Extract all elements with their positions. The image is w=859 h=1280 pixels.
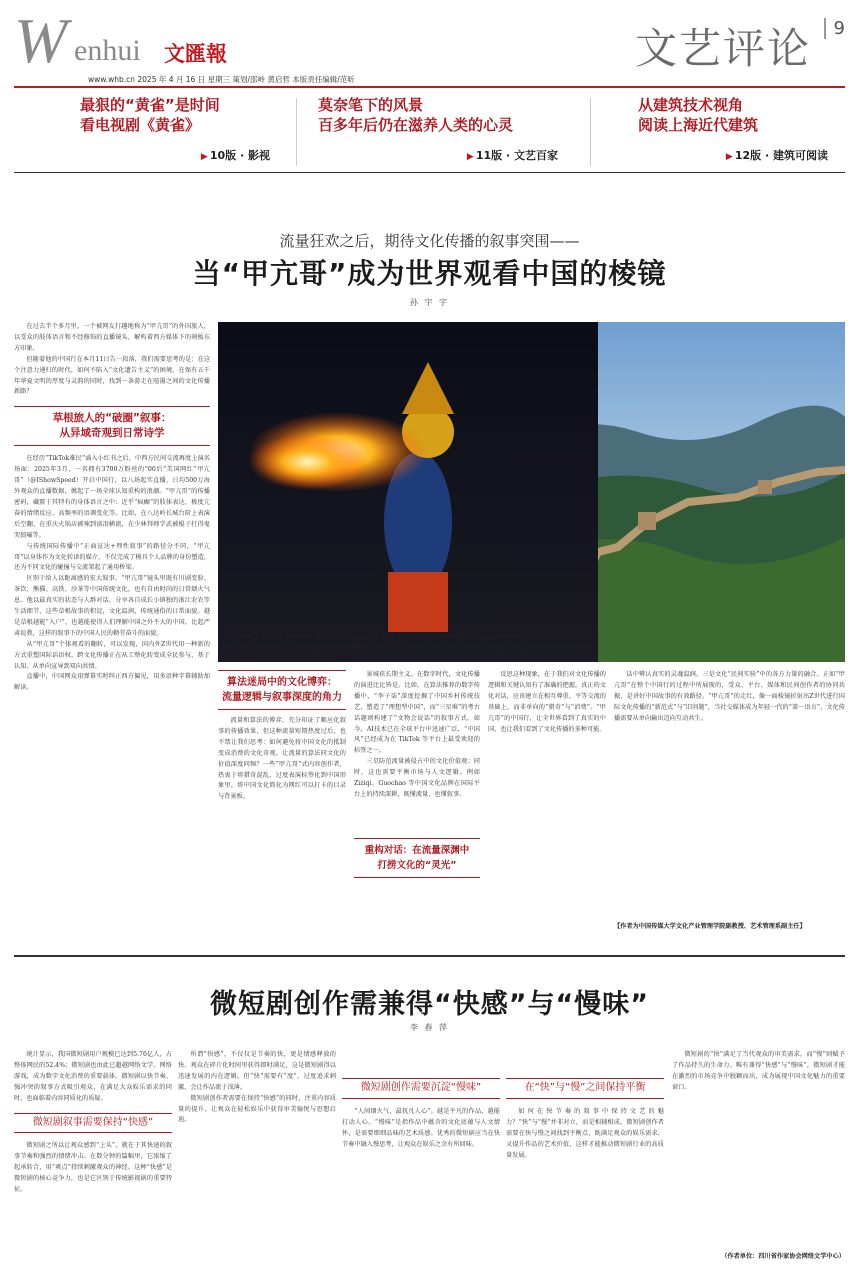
subhead: 草根旅人的“破圈”叙事： 从异域奇观到日常诗学 [14,406,210,446]
teaser-3[interactable] [638,95,828,167]
subhead: 微短剧创作需要沉淀“慢味” [342,1078,500,1099]
subhead: 微短剧叙事需要保持“快感” [14,1113,172,1134]
paragraph: 三星防范流量被侵占中的文化价值观；同时，这也需要平衡市场与人文逻辑。例如 Ziziqi、Guochao 等中国文化品牌在国际平台上的持续深耕，既懂流量，也懂叙事。 [354,758,480,798]
paragraph: 从“甲亢哥”个体观看的翻转，可以发现，国内外Z世代用一种新的方式重塑国际话语权，跨文化传播正在从工整化转变成全民参与、基于认知、从单向宣导到双向共情。 [14,640,210,670]
article2-col5 [672,1050,845,1250]
paragraph: 反思这种现象，在于我们对文化传播的逻辑和关键认知有了准确的把握。真正的文化对话，应该建立在相互尊重、平等交流的基础上，而非单向的“猎奇”与“消费”。“甲亢哥”的中国行，让全世界看到了真实的中国，也让我们看到了文化传播的多种可能。 [488,671,606,733]
logo-letter: W [14,5,68,76]
paragraph: 话中辨认真实的灵魂温润。三是文化“民间实验”中的各方力量的融合。正如“甲亢哥”在整个中国行的过程中所展现的，受众、平台、媒体和民间创作者的协同共振，是讲好中国故事的有效路径。“甲亢哥”的走红，像一面棱镜折射出Z世代进行国际文化传播的“新范式”与“旧问题”，当社交媒体成为年轻一代的“第一语言”，文化传播需要从单向输出迈向互动共生。 [614,671,845,722]
paragraph: 流量和算法的博弈，充分印证了顺应化叙事的传播效果，但这种流量短期热度过后，也不禁让我们思考：如何避免将中国文化的抵制变成消费的文化奇观，让流量的算法同文化的价值深度同频？一些“甲亢哥”式内容创作者，热衷于将猎奇混乱、过度表演标签化到中国形象里，将中国文化简化为网红可以打卡的目录与背景板。 [218,717,346,801]
article1-headline[interactable]: 当“甲亢哥”成为世界观看中国的棱镜 [192,257,667,290]
subhead: 重构对话：在流量深渊中 打捞文化的“灵光” [354,838,480,878]
article2-headline[interactable]: 微短剧创作需兼得“快感”与“慢味” [210,989,649,1020]
dateline: www.whb.cn 2025 年 4 月 16 日 星期三 策划/邵岭 黄启哲 本版责任编辑/范昕 [88,75,355,84]
teaser-1[interactable] [80,95,270,167]
paragraph: 在过去半个多月里，一个被网友打趣地称为“甲亢哥”的外国旅人，以受众的肢体语言和不经修饰的直播镜头，解构着西方媒体下的刻板东方印象。 [14,323,210,352]
teaser-rule [14,172,845,173]
section-title: 文艺评论 [634,24,811,73]
article1-sub3-wrap [354,838,480,878]
paragraph: 微短剧创作者需要在保持“快感”的同时，注重内容质量的提升，让观众在轻松娱乐中获得审美愉悦与思想启迪。 [178,1094,336,1124]
paragraph: 统计显示，我国微短剧用户规模已达到5.76亿人，占整体网民的52.4%；微短剧也由此已超越网络文学、网络游戏，成为数字文化消费的重要载体。微短剧以快节奏、强冲突的叙事方式吸引观众，在满足大众娱乐需求的同时，也面临着内容同质化的质疑。 [14,1051,172,1102]
paragraph: 与传统国际传播中“正面宣达+理性叙事”的路径分不同，“甲亢哥”以身体作为文化转译的媒介，不仅完成了模具个人品牌的身份塑造，还为不同文化的碰撞与交流架起了通用桥梁。 [14,542,210,572]
paragraph: 微短剧之所以让观众感到“上头”，就在于其快速的叙事节奏和强烈的情绪冲击。在数分钟的篇幅里，它浓缩了起承转合，用“爽点”持续刺激观众的神经。这种“快感”是微短剧的核心竞争力，也是它区别于传统影视剧的重要特征。 [14,1142,172,1194]
paragraph: 景城获长期主义。在数字时代，文化传播的演进比比皆是。比如，在算法推荐的数字传播中，“李子柒”深度挖掘了中国乡村传统技艺，塑造了“理想型中国”，而“三星堆”的考古话题则构建了“文物会说话”的叙事方式。如今，AI技术已在全球平台中迅速广泛，“中国风”已经成为在 TikTok 等平台上最受欢迎的标签之一。 [354,671,480,755]
article2-col2 [178,1050,336,1270]
paragraph: 如何在快节奏的叙事中保持文艺的魅力？“快”与“慢”并非对立，而是相辅相成。微短剧创作者需要在快与慢之间找到平衡点，既满足观众的娱乐需求，又提升作品的艺术价值，这样才能推动微短剧行业的高质量发展。 [506,1107,664,1159]
article2-author-note: （作者单位：四川省作家协会网络文学中心） [721,1253,845,1260]
logo-wordmark: enhui [74,34,141,67]
teaser-2[interactable] [318,95,558,167]
teaser-ref: ▶ 12版 · 建筑可阅读 [725,149,828,162]
masthead-logo [14,5,244,76]
article2-col3 [342,1050,500,1270]
article1-photo [218,322,845,662]
masthead-rule [14,86,845,88]
teaser-ref: ▶ 11版 · 文艺百家 [466,149,558,162]
paragraph: 在经历“TikTok难民”涌入小红书之后，中西方民间交流再度上演名场面：2025年3月，一名拥有3700万粉丝的“00后”美国网红“甲亢哥”（@IShowSpeed）开启中国行，以八场起实直播，日均500万海外观众的直播数据，掀起了一场全球认知重构的浪潮。“甲亢哥”的传播密码，藏匿于其特有的身体语言之中：近乎“疯癫”的肢体表达、极度亢奋的情绪反应、高频率的语调变化等。比如，在八达岭长城台阶上表演后空翻，在重庆火锅店被辣到涕泪横流，在少林拜师学武被棍子打得鬼哭狼嚎等。 [14,455,210,539]
teaser-title: 从建筑技术视角 阅读上海近代建筑 [638,96,759,134]
triangle-icon: ▶ [725,152,733,162]
paragraph: 直播中，中国网众用弹幕实时纠正西方偏见，用多语种字幕辅助加解读。 [14,673,210,692]
teaser-title: 莫奈笔下的风景 百多年后仍在滋养人类的心灵 [318,96,514,134]
paragraph: 区别于给人以距离感的宏大叙事，“甲亢哥”镜头里既有川剧变脸、茶饮、熊猫、高铁、沙茶等中国传统文化，也有自由时尚的日常烟火气息。他以最真实的状态与人群对话，分享各自成长小镇独的浙江农农等生活细节，这些草根故事的积淀，文化温润，传统通俗的日常面貌。越是草根越能“入户”，也越能使得人们理解中国之外不大的中国。比起严肃说教，这样的叙事下的中国人民的勤劳奋斗的面貌。 [14,575,210,637]
article1-col2 [218,716,346,951]
article2-byline: 李 春 萍 [409,1023,450,1032]
paragraph: 所谓“快感”，不仅仅是节奏的快，更是情感释放的快。观众在碎片化时间里获得即时满足，这是微短剧得以迅速发展的内在逻辑。但“快”需要有“度”，过度追求刺激，会让作品流于浅薄。 [178,1051,336,1091]
article-divider [14,955,845,957]
divider [590,98,591,166]
article1-byline: 孙 宇 宇 [409,298,450,307]
article1-col2-wrap [218,670,346,951]
subhead: 在“快”与“慢”之间保持平衡 [506,1078,664,1099]
article2-col1 [14,1050,172,1270]
photo-caption: 美国网红“甲亢哥”的中国行，用镜头里的直播旅程，掀起一场全球认知重构的浪潮。他这趟旅行的到达与汇聚，在全球看见中国，也在多元的对话与互动中焕发新生。上图：左图为四川成都；右图为长城。（图源：视觉中国） [232,633,558,651]
page-number: 9 [824,18,845,39]
divider [296,98,297,166]
teaser-title: 最狠的“黄雀”是时间 看电视剧《黄雀》 [80,96,220,134]
triangle-icon: ▶ [466,152,474,162]
article1-col3 [354,670,480,940]
article1-col1 [14,322,210,942]
article1-col5 [614,670,845,920]
triangle-icon: ▶ [200,152,208,162]
article1-kicker: 流量狂欢之后，期待文化传播的叙事突围—— [279,232,580,250]
article1-author-note: 【作者为中国传媒大学文化产业管理学院副教授、艺术管理系副主任】 [614,923,806,930]
photo-composite [218,322,845,662]
paragraph: 微短剧的“快”满足了当代观众的审美需求，而“慢”则赋予了作品持久的生命力。唯有兼得“快感”与“慢味”，微短剧才能在激烈的市场竞争中脱颖而出，成为展现中国文化魅力的重要窗口。 [672,1051,845,1091]
article2-col4 [506,1050,664,1270]
subhead: 算法迷局中的文化博弈： 流量逻辑与叙事深度的角力 [218,670,346,710]
article1-col4 [488,670,606,940]
logo-chinese: 文匯報 [164,42,227,66]
paragraph: “人间烟火气，最抚凡人心”。越是平凡的作品，越能打动人心。“慢味”是指作品中蕴含的文化底蕴与人文情怀，是需要细细品味的艺术质感。优秀的微短剧应当在快节奏中融入慢思考，让观众在娱乐之余有所回味。 [342,1107,500,1148]
teaser-ref: ▶ 10版 · 影视 [200,149,270,162]
paragraph: 但随着他的中国行在本月11日告一段落，我们需要思考的是：在这个注意力递归的时代，如何不陷入“文化遗告主义”的困境，在保有五千年华夏文明的厚度与灵韵的同时，找到一条游走在喧嚣之间的文化传播新路？ [14,355,210,396]
